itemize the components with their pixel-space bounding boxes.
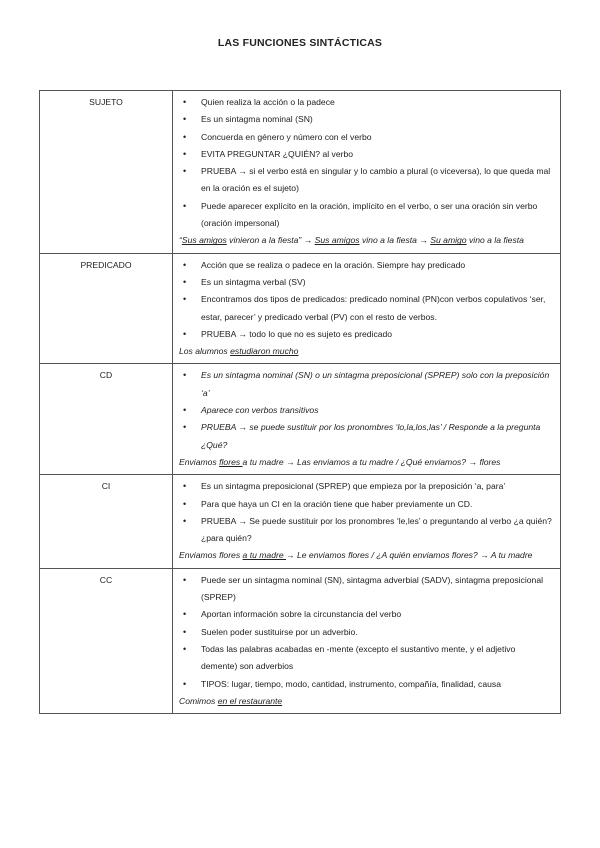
list-item: • EVITA PREGUNTAR ¿QUIÉN? al verbo [179, 146, 554, 163]
row-label: PREDICADO [40, 253, 173, 364]
bullet-list [179, 94, 554, 232]
list-item: • Acción que se realiza o padece en la oración. Siempre hay predicado [179, 257, 554, 274]
list-item: • Concuerda en género y número con el verbo [179, 129, 554, 146]
table-row-cc [40, 568, 561, 713]
cd-underline: flores [219, 456, 243, 467]
list-item: • Quien realiza la acción o la padece [179, 94, 554, 111]
example-sentence: Comimos en el restaurante [179, 695, 283, 706]
page-title: LAS FUNCIONES SINTÁCTICAS [217, 37, 383, 49]
list-item: • Para que haya un CI en la oración tiene que haber previamente un CD. [179, 496, 554, 513]
cc-underline: en el restaurante [217, 695, 283, 706]
row-label: CI [40, 475, 173, 568]
list-item: • PRUEBA → si el verbo está en singular y lo cambio a plural (o viceversa), lo que queda mal en la oración es el sujeto) [179, 163, 554, 198]
example-sentence: Enviamos flores a tu madre → Las enviamos a tu madre / ¿Qué enviamos? → flores [179, 456, 501, 467]
list-item: • Es un sintagma preposicional (SPREP) que empieza por la preposición ‘a, para’ [179, 478, 554, 495]
subject-underline: Sus amigos [314, 235, 360, 246]
bullet-list [179, 478, 554, 547]
example-sentence: Los alumnos estudiaron mucho [179, 346, 299, 357]
functions-table [39, 90, 561, 714]
row-content [173, 568, 561, 713]
table-row-cd [40, 364, 561, 475]
list-item: • Puede ser un sintagma nominal (SN), sintagma adverbial (SADV), sintagma preposicional (SPREP) [179, 572, 554, 607]
list-item: • Es un sintagma nominal (SN) [179, 111, 554, 128]
list-item: • Puede aparecer explícito en la oración, implícito en el verbo, o ser una oración sin verbo (oración impersonal) [179, 198, 554, 233]
row-content [173, 253, 561, 364]
list-item: • Aparece con verbos transitivos [179, 402, 554, 419]
list-item: • PRUEBA → todo lo que no es sujeto es predicado [179, 326, 554, 343]
row-label: SUJETO [40, 91, 173, 254]
list-item: • Suelen poder sustituirse por un adverbio. [179, 624, 554, 641]
subject-underline: Su amigo [430, 235, 467, 246]
bullet-list [179, 257, 554, 343]
bullet-list [179, 367, 554, 453]
table-row-predicado [40, 253, 561, 364]
row-content [173, 91, 561, 254]
row-content [173, 364, 561, 475]
example-sentence: Enviamos flores a tu madre → Le enviamos flores / ¿A quién enviamos flores? → A tu madre [179, 550, 533, 561]
row-content [173, 475, 561, 568]
list-item: • PRUEBA → se puede sustituir por los pronombres ‘lo,la,los,las’ / Responde a la pregunta ¿Qué? [179, 419, 554, 454]
row-label: CC [40, 568, 173, 713]
list-item: • Es un sintagma verbal (SV) [179, 274, 554, 291]
example-sentence: “Sus amigos vinieron a la fiesta” → Sus amigos vino a la fiesta → Su amigo vino a la fiesta [179, 235, 524, 246]
list-item: • Aportan información sobre la circunstancia del verbo [179, 606, 554, 623]
list-item: • Es un sintagma nominal (SN) o un sintagma preposicional (SPREP) solo con la preposición ‘a’ [179, 367, 554, 402]
table-row-sujeto [40, 91, 561, 254]
table-row-ci [40, 475, 561, 568]
list-item: • PRUEBA → Se puede sustituir por los pronombres ‘le,les’ o preguntando al verbo ¿a quién? ¿para quién? [179, 513, 554, 548]
bullet-list [179, 572, 554, 693]
subject-underline: Sus amigos [181, 235, 227, 246]
list-item: • Todas las palabras acabadas en -mente (excepto el sustantivo mente, y el adjetivo demente) son adverbios [179, 641, 554, 676]
list-item: • TIPOS: lugar, tiempo, modo, cantidad, instrumento, compañía, finalidad, causa [179, 676, 554, 693]
predicate-underline: estudiaron mucho [230, 346, 299, 357]
ci-underline: a tu madre [242, 550, 286, 561]
list-item: • Encontramos dos tipos de predicados: predicado nominal (PN)con verbos copulativos ‘ser, estar, parecer’ y predicado verbal (PV) con el resto de verbos. [179, 291, 554, 326]
row-label: CD [40, 364, 173, 475]
